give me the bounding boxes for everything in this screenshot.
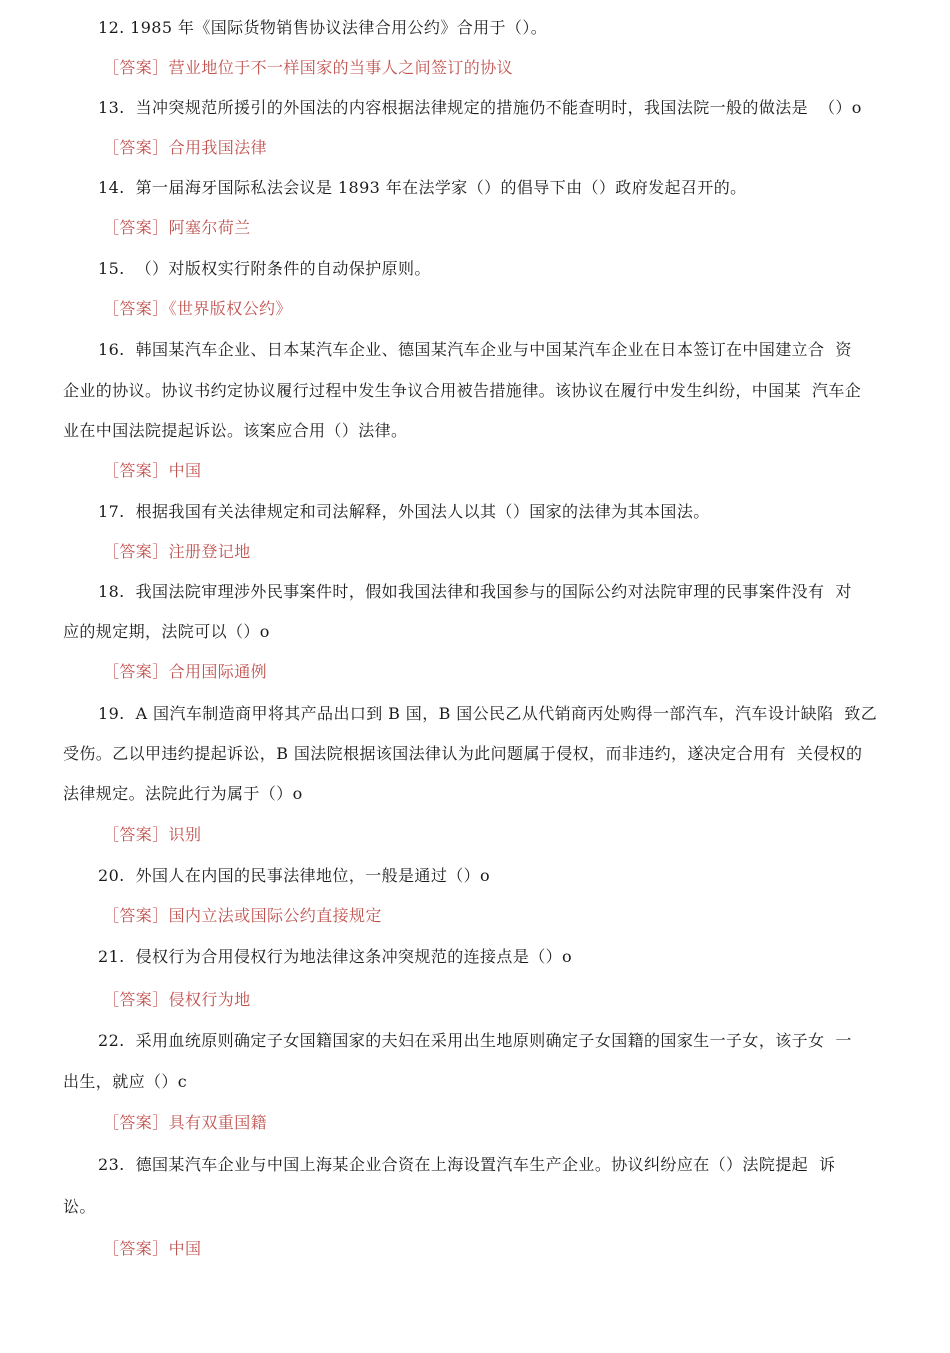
question-16-line-1: 16. 韩国某汽车企业、日本某汽车企业、德国某汽车企业与中国某汽车企业在日本签订在中国建立合 资 (98, 340, 852, 359)
answer-12: ［答案］营业地位于不一样国家的当事人之间签订的协议 (103, 58, 514, 77)
answer-15: ［答案］《世界版权公约》 (103, 299, 292, 318)
question-12-line-1: 12. 1985 年《国际货物销售协议法律合用公约》合用于（）。 (98, 18, 548, 37)
answer-19: ［答案］识别 (103, 825, 202, 844)
question-19-line-3: 法律规定。法院此行为属于（）o (63, 784, 303, 803)
question-13-line-1: 13. 当冲突规范所援引的外国法的内容根据法律规定的措施仍不能查明时，我国法院一般的做法是 （）o (98, 98, 862, 117)
question-19-line-2: 受伤。乙以甲违约提起诉讼，B 国法院根据该国法律认为此问题属于侵权，而非违约，遂决定合用有 关侵权的 (63, 744, 863, 763)
question-16-line-2: 企业的协议。协议书约定协议履行过程中发生争议合用被告措施律。该协议在履行中发生纠纷，中国某 汽车企 (63, 381, 862, 400)
question-18-line-1: 18. 我国法院审理涉外民事案件时，假如我国法律和我国参与的国际公约对法院审理的民事案件没有 对 (98, 582, 852, 601)
question-15-line-1: 15. （）对版权实行附条件的自动保护原则。 (98, 259, 431, 278)
answer-14: ［答案］阿塞尔荷兰 (103, 218, 251, 237)
question-23-line-2: 讼。 (63, 1197, 96, 1216)
question-23-line-1: 23. 德国某汽车企业与中国上海某企业合资在上海设置汽车生产企业。协议纠纷应在（）法院提起 诉 (98, 1155, 836, 1174)
question-22-line-1: 22. 采用血统原则确定子女国籍国家的夫妇在采用出生地原则确定子女国籍的国家生一子女，该子女 一 (98, 1031, 852, 1050)
question-20-line-1: 20. 外国人在内国的民事法律地位，一般是通过（）o (98, 866, 491, 885)
question-19-line-1: 19. A 国汽车制造商甲将其产品出口到 B 国，B 国公民乙从代销商丙处购得一部汽车，汽车设计缺陷 致乙 (98, 704, 878, 723)
question-18-line-2: 应的规定期，法院可以（）o (63, 622, 270, 641)
answer-13: ［答案］合用我国法律 (103, 138, 268, 157)
answer-16: ［答案］中国 (103, 461, 202, 480)
answer-21: ［答案］侵权行为地 (103, 990, 251, 1009)
question-22-line-2: 出生，就应（）c (63, 1072, 188, 1091)
question-17-line-1: 17. 根据我国有关法律规定和司法解释，外国法人以其（）国家的法律为其本国法。 (98, 502, 710, 521)
answer-20: ［答案］国内立法或国际公约直接规定 (103, 906, 382, 925)
answer-17: ［答案］注册登记地 (103, 542, 251, 561)
question-14-line-1: 14. 第一届海牙国际私法会议是 1893 年在法学家（）的倡导下由（）政府发起召开的。 (98, 178, 747, 197)
answer-23: ［答案］中国 (103, 1239, 202, 1258)
question-21-line-1: 21. 侵权行为合用侵权行为地法律这条冲突规范的连接点是（）o (98, 947, 573, 966)
answer-22: ［答案］具有双重国籍 (103, 1113, 268, 1132)
answer-18: ［答案］合用国际通例 (103, 662, 268, 681)
question-16-line-3: 业在中国法院提起诉讼。该案应合用（）法律。 (63, 421, 408, 440)
